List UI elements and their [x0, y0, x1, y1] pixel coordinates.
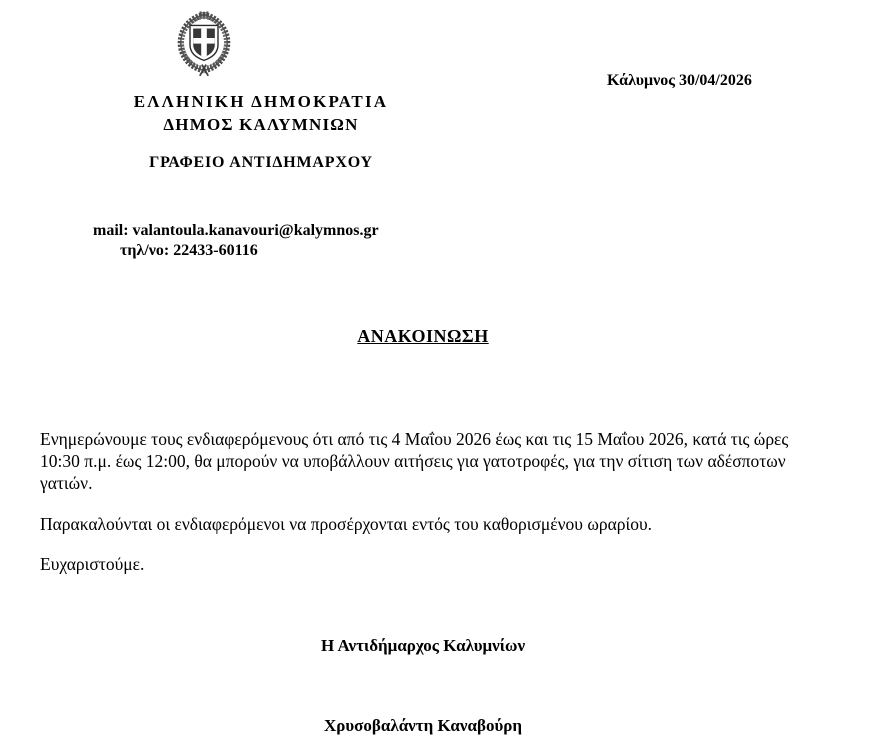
paragraph-announcement — [40, 428, 788, 494]
document-title-row — [0, 326, 846, 347]
contact-email: mail: valantoula.kanavouri@kalymnos.gr — [93, 222, 379, 239]
municipality-title: ΔΗΜΟΣ ΚΑΛΥΜΝΙΩΝ — [163, 115, 359, 134]
paragraph-line: 10:30 π.μ. έως 12:00, θα μπορούν να υποβάλλουν αιτήσεις για γατοτροφές, για την σίτιση των αδέσποτων — [40, 451, 786, 471]
contact-phone: τηλ/νο: 22433-60116 — [120, 242, 258, 259]
letterhead — [98, 92, 424, 135]
paragraph-line: γατιών. — [40, 473, 93, 493]
place-date: Κάλυμνος 30/04/2026 — [607, 72, 752, 89]
paragraph-instruction: Παρακαλούνται οι ενδιαφερόμενοι να προσέρχονται εντός του καθορισμένου ωραρίου. — [40, 514, 652, 534]
signature-name: Χρυσοβαλάντη Καναβούρη — [323, 716, 523, 735]
paragraph-line: Ενημερώνουμε τους ενδιαφερόμενους ότι από τις 4 Μαΐου 2026 έως και τις 15 Μαΐου 2026, κατά τις ώρες — [40, 429, 789, 449]
paragraph-thanks: Ευχαριστούμε. — [40, 554, 145, 574]
document-title: ΑΝΑΚΟΙΝΩΣΗ — [357, 326, 489, 346]
office-title: ΓΡΑΦΕΙΟ ΑΝΤΙΔΗΜΑΡΧΟΥ — [149, 154, 373, 171]
hellenic-republic-title: ΕΛΛΗΝΙΚΗ ΔΗΜΟΚΡΑΤΙΑ — [133, 92, 389, 111]
greek-coat-of-arms-emblem — [169, 3, 239, 80]
contact-info — [93, 221, 379, 261]
signature-role: Η Αντιδήμαρχος Καλυμνίων — [320, 636, 526, 655]
